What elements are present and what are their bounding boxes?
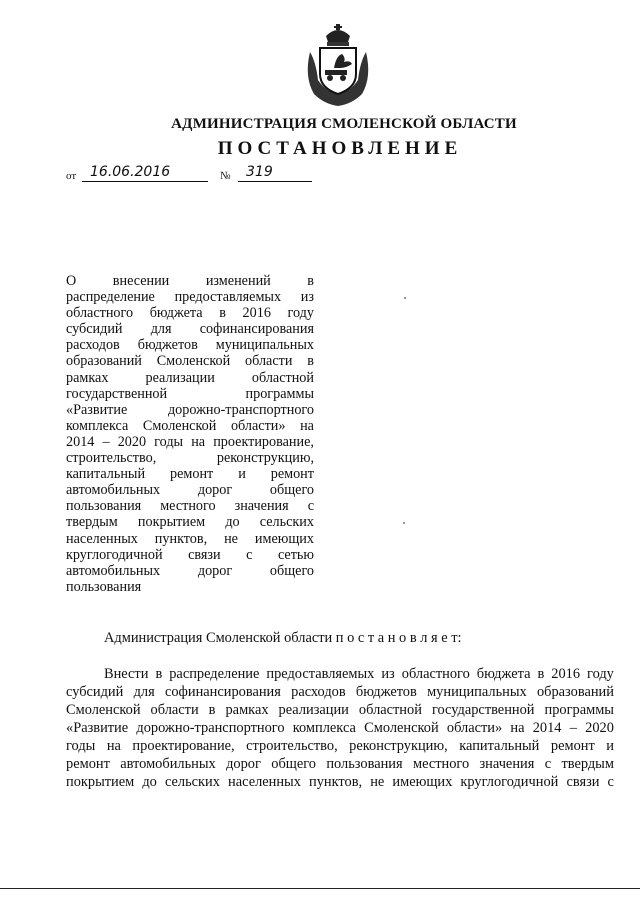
word: дорог: [226, 756, 261, 772]
body-line: [66, 665, 614, 683]
word: образований: [536, 684, 614, 700]
subject-line: [66, 563, 314, 579]
word: не: [224, 530, 238, 547]
word: предоставляемых: [174, 289, 282, 306]
word: круглогодичной: [66, 546, 163, 563]
word: «Развитие: [66, 401, 128, 418]
word: муниципальных: [215, 337, 314, 354]
word: сельских: [259, 514, 314, 531]
word: не: [370, 774, 385, 790]
word: программы: [245, 385, 314, 402]
word: 2016: [551, 666, 581, 682]
word: распределение: [66, 289, 155, 306]
document-type-title: ПОСТАНОВЛЕНИЕ: [217, 138, 463, 159]
word: ремонт: [66, 756, 110, 772]
word: сельских: [164, 774, 220, 790]
word: пользования: [66, 578, 142, 595]
word: областного: [66, 305, 134, 322]
word: годы: [66, 738, 96, 754]
subject-line: [66, 418, 314, 434]
word: государственной: [66, 385, 168, 402]
word: связи: [566, 774, 600, 790]
word: 2014: [532, 720, 562, 736]
word: бюджета: [149, 305, 203, 322]
word: населенных: [66, 530, 138, 547]
word: дорог: [197, 562, 233, 579]
word: из: [381, 666, 395, 682]
word: дорожно-транспортного: [136, 720, 285, 736]
word: с: [607, 774, 614, 790]
footer-rule: [0, 888, 640, 889]
resolution-body: [66, 665, 614, 791]
word: связи: [188, 546, 221, 563]
word: на: [106, 738, 121, 754]
body-line: [66, 773, 614, 791]
word: предоставляемых: [266, 666, 375, 682]
word: общего: [269, 562, 314, 579]
word: автомобильных: [66, 482, 161, 499]
word: 2020: [585, 720, 614, 736]
word: субсидий: [66, 684, 124, 700]
subject-line: [66, 450, 314, 466]
body-line: [66, 719, 614, 737]
word: на: [300, 417, 314, 434]
word: реализации: [145, 369, 215, 386]
word: и: [606, 738, 614, 754]
word: для: [150, 321, 172, 338]
word: реконструкцию,: [349, 738, 448, 754]
subject-line: [66, 547, 314, 563]
word: местного: [160, 498, 216, 515]
word: О: [66, 273, 77, 289]
body-line: [66, 737, 614, 755]
document-number: 319: [238, 164, 312, 182]
word: дорожно-транспортного: [167, 401, 314, 418]
word: областного: [401, 666, 470, 682]
word: 2020: [117, 433, 147, 450]
word: покрытием: [66, 774, 135, 790]
word: комплекса: [292, 720, 356, 736]
word: до: [142, 774, 157, 790]
document-date: 16.06.2016: [82, 164, 208, 182]
word: программы: [544, 702, 614, 718]
word: местного: [412, 756, 470, 772]
word: твердым: [66, 514, 118, 531]
subject-line: [66, 466, 314, 482]
word: капитальный: [66, 466, 146, 483]
word: в: [219, 305, 226, 322]
word: ремонт: [550, 738, 595, 754]
word: муниципальных: [427, 684, 527, 700]
word: годы: [154, 433, 184, 450]
word: автомобильных: [120, 756, 216, 772]
subject-line: [66, 305, 314, 321]
word: субсидий: [66, 321, 123, 338]
word: софинансирования: [164, 684, 281, 700]
word: году: [287, 305, 314, 322]
word: рамках: [225, 702, 269, 718]
subject-line: [66, 531, 314, 547]
word: с: [544, 756, 552, 772]
word: областной: [251, 369, 314, 386]
word: населенных: [228, 774, 301, 790]
word: Смоленской: [364, 720, 439, 736]
word: на: [191, 433, 206, 450]
word: Смоленской: [142, 417, 217, 434]
word: Внести: [104, 666, 149, 682]
word: в: [208, 702, 216, 718]
preamble-text: Администрация Смоленской области п о с т а н о в л я е т:: [104, 630, 462, 646]
coat-of-arms-emblem: [300, 22, 376, 108]
word: ремонт: [270, 466, 314, 483]
word: реконструкцию,: [216, 450, 314, 467]
subject-line: [66, 353, 314, 369]
word: покрытием: [137, 514, 206, 531]
word: Смоленской: [156, 353, 231, 370]
subject-line: [66, 337, 314, 353]
word: бюджетов: [355, 684, 417, 700]
subject-line: [66, 579, 314, 595]
word: области»: [446, 720, 503, 736]
word: имеющих: [254, 530, 314, 547]
date-prefix: от: [66, 170, 77, 182]
subject-line: [66, 289, 314, 305]
word: области: [245, 353, 293, 370]
word: софинансирования: [199, 321, 314, 338]
word: круглогодичной: [460, 774, 559, 790]
subject-line: [66, 514, 314, 530]
word: распределение: [169, 666, 260, 682]
scan-speck: [404, 297, 406, 299]
word: области»: [230, 417, 286, 434]
scan-speck: [403, 522, 405, 524]
word: реализации: [278, 702, 349, 718]
word: расходов: [66, 337, 120, 354]
word: строительство,: [66, 450, 157, 467]
word: и: [238, 466, 246, 483]
document-subject: [66, 273, 314, 595]
word: бюджетов: [137, 337, 198, 354]
body-line: [66, 755, 614, 773]
word: значения: [479, 756, 535, 772]
body-line: [66, 683, 614, 701]
word: в: [155, 666, 163, 682]
subject-line: [66, 402, 314, 418]
subject-line: [66, 482, 314, 498]
number-prefix: №: [220, 170, 231, 182]
word: образований: [66, 353, 142, 370]
word: пользования: [326, 756, 403, 772]
word: в: [537, 666, 545, 682]
word: комплекса: [66, 417, 129, 434]
word: –: [102, 433, 110, 450]
subject-line: [66, 273, 314, 289]
word: с: [246, 546, 253, 563]
subject-line: [66, 434, 314, 450]
word: на: [510, 720, 525, 736]
word: имеющих: [392, 774, 453, 790]
word: областной: [358, 702, 422, 718]
word: с: [307, 498, 314, 515]
date-number-line: [66, 164, 326, 188]
word: строительство,: [246, 738, 338, 754]
word: из: [300, 289, 314, 306]
word: до: [225, 514, 240, 531]
word: области: [150, 702, 199, 718]
word: внесении: [112, 273, 170, 289]
word: рамках: [66, 369, 109, 386]
word: –: [569, 720, 577, 736]
word: в: [307, 353, 314, 370]
word: проектирование,: [213, 433, 314, 450]
word: для: [133, 684, 155, 700]
word: государственной: [431, 702, 535, 718]
subject-line: [66, 370, 314, 386]
word: 2016: [242, 305, 271, 322]
word: пользования: [66, 498, 142, 515]
word: капитальный: [459, 738, 540, 754]
word: проектирование,: [132, 738, 235, 754]
organization-title: АДМИНИСТРАЦИЯ СМОЛЕНСКОЙ ОБЛАСТИ: [171, 116, 517, 132]
word: году: [587, 666, 614, 682]
word: дорог: [197, 482, 233, 499]
word: Смоленской: [66, 702, 141, 718]
word: 2014: [66, 433, 95, 450]
subject-line: [66, 498, 314, 514]
word: расходов: [291, 684, 346, 700]
body-line: [66, 701, 614, 719]
word: бюджета: [476, 666, 531, 682]
word: пунктов,: [309, 774, 363, 790]
subject-line: [66, 321, 314, 337]
subject-line: [66, 386, 314, 402]
word: изменений: [205, 273, 271, 289]
word: «Развитие: [66, 720, 129, 736]
word: ремонт: [169, 466, 214, 483]
word: автомобильных: [66, 562, 161, 579]
word: пунктов,: [154, 530, 208, 547]
word: сетью: [277, 546, 314, 563]
word: общего: [271, 756, 316, 772]
word: общего: [269, 482, 314, 499]
word: значения: [234, 498, 289, 515]
word: твердым: [561, 756, 614, 772]
word: в: [307, 273, 314, 289]
